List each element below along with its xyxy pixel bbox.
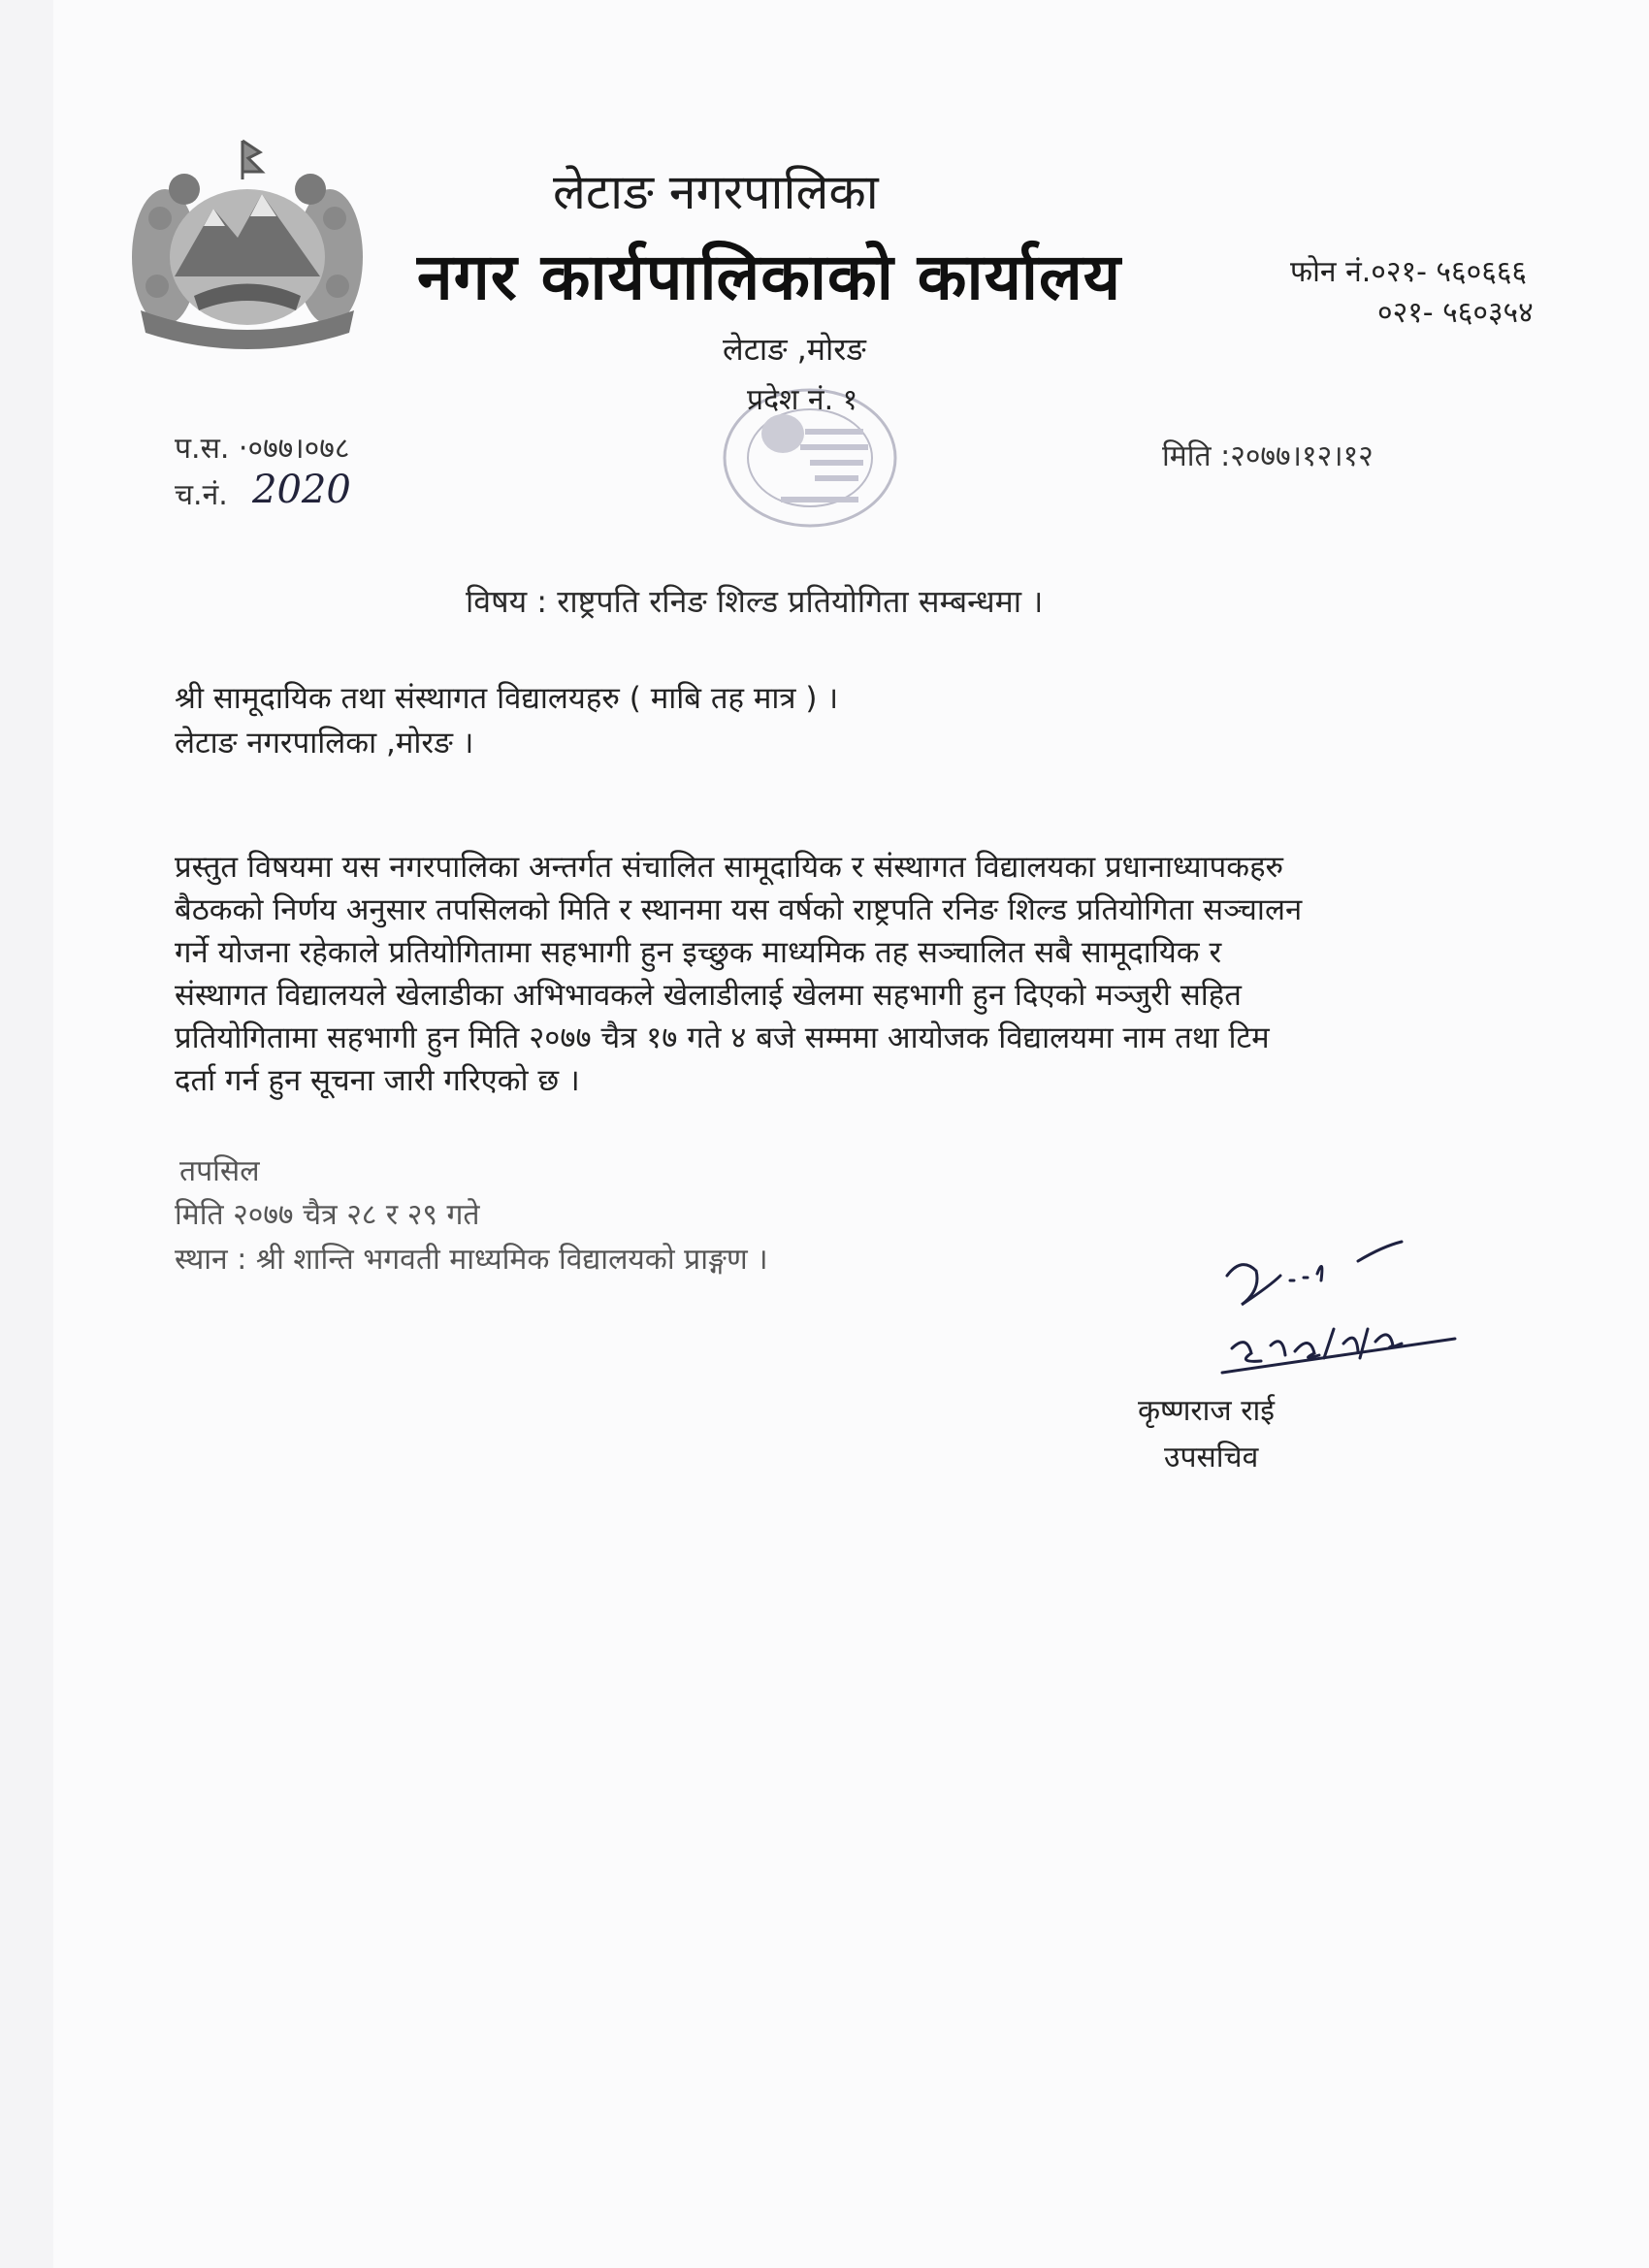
body-line: प्रस्तुत विषयमा यस नगरपालिका अन्तर्गत संचालित सामूदायिक र संस्थागत विद्यालयका प्रधानाध्यापकहरु <box>175 850 1284 885</box>
signatory-title: उपसचिव <box>1164 1441 1259 1474</box>
dispatch-number-value: 2020 <box>252 468 351 512</box>
body-line: बैठकको निर्णय अनुसार तपसिलको मिति र स्थानमा यस वर्षको राष्ट्रपति रनिङ शिल्ड प्रतियोगिता सञ्चालन <box>175 892 1303 927</box>
body-line: दर्ता गर्न हुन सूचना जारी गरिएको छ । <box>175 1063 580 1098</box>
nepal-emblem-icon <box>107 112 388 354</box>
details-heading: तपसिल <box>179 1154 260 1188</box>
municipality-name: लेटाङ नगरपालिका <box>553 164 879 220</box>
body-line: संस्थागत विद्यालयले खेलाडीका अभिभावकले खेलाडीलाई खेलमा सहभागी हुन दिएको मञ्जुरी सहित <box>175 978 1242 1013</box>
letter-date: मिति :२०७७।१२।१२ <box>1162 439 1374 473</box>
dispatch-number-label: च.नं. <box>175 478 228 512</box>
recipient-line-2: लेटाङ नगरपालिका ,मोरङ । <box>175 726 474 761</box>
address-line-2: प्रदेश नं. १ <box>747 383 858 417</box>
address-line-1: लेटाङ ,मोरङ <box>723 331 866 368</box>
letter-subject: विषय : राष्ट्रपति रनिङ शिल्ड प्रतियोगिता सम्बन्धमा । <box>466 583 1044 620</box>
handwritten-signature <box>1203 1237 1494 1402</box>
phone-number-2: ०२१- ५६०३५४ <box>1377 296 1534 330</box>
recipient-line-1: श्री सामूदायिक तथा संस्थागत विद्यालयहरु ( माबि तह मात्र ) । <box>175 681 839 716</box>
event-venue: स्थान : श्री शान्ति भगवती माध्यमिक विद्यालयको प्राङ्गण । <box>175 1243 768 1277</box>
phone-number-1: फोन नं.०२१- ५६०६६६ <box>1290 255 1528 289</box>
signatory-name: कृष्णराज राई <box>1138 1394 1275 1428</box>
body-line: गर्ने योजना रहेकाले प्रतियोगितामा सहभागी हुन इच्छुक माध्यमिक तह सञ्चालित सबै सामूदायिक र <box>175 935 1222 970</box>
body-line: प्रतियोगितामा सहभागी हुन मिति २०७७ चैत्र १७ गते ४ बजे सम्ममा आयोजक विद्यालयमा नाम तथा टिम <box>175 1021 1270 1055</box>
letter-serial-number: प.स. ·०७७।०७८ <box>175 432 350 466</box>
event-date: मिति २०७७ चैत्र २८ र २९ गते <box>175 1198 480 1232</box>
office-title: नगर कार्यपालिकाको कार्यालय <box>417 240 1121 314</box>
letter-body <box>175 846 1504 1102</box>
